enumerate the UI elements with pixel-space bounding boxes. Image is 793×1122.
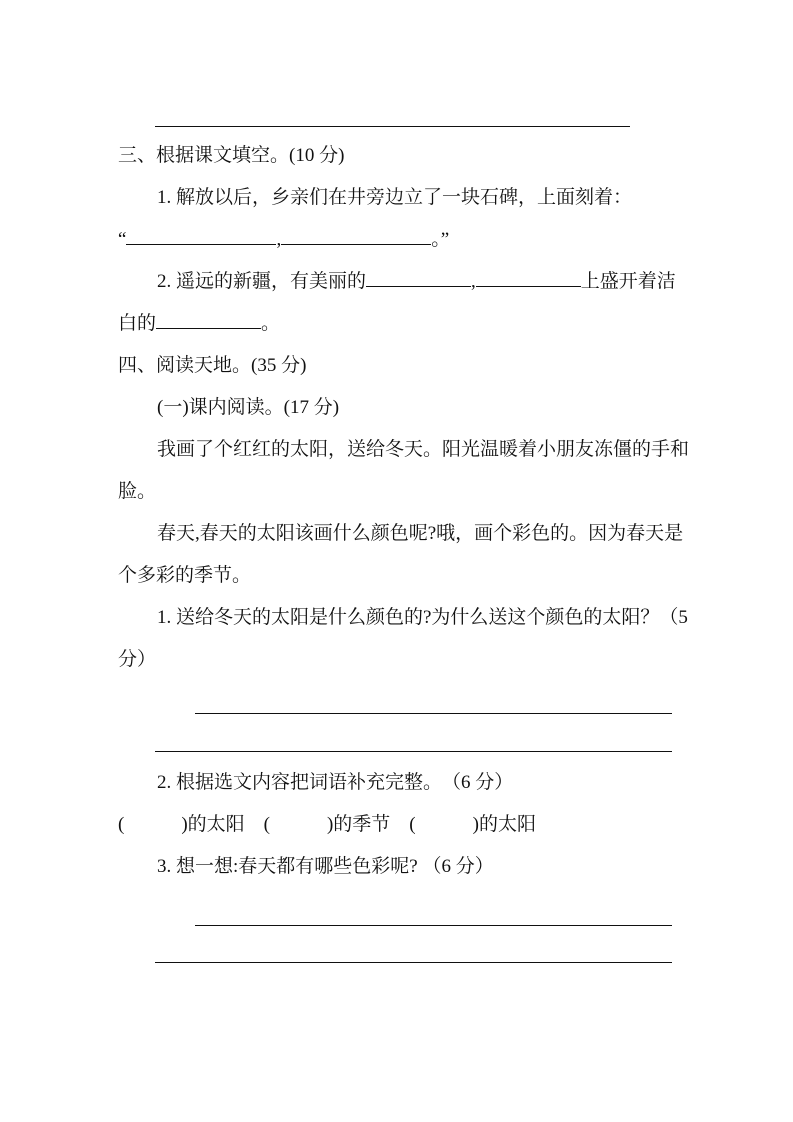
fill-blank xyxy=(281,240,431,245)
answer-line xyxy=(155,962,672,963)
fill-blank xyxy=(126,240,276,245)
answer-line xyxy=(195,713,672,714)
q2-period: 。 xyxy=(261,313,281,334)
answer-line xyxy=(195,925,672,926)
passage-paragraph2-line1: 春天,春天的太阳该画什么颜色呢?哦，画个彩色的。因为春天是 xyxy=(157,523,684,544)
answer-line xyxy=(155,751,672,752)
section-four-heading: 四、阅读天地。(35 分) xyxy=(118,355,307,376)
fill-blank xyxy=(366,282,471,287)
section-three-q1-prompt: 1. 解放以后，乡亲们在井旁边立了一块石碑，上面刻着： xyxy=(157,187,633,208)
section-three-q1-blank-row xyxy=(118,219,675,261)
q2-separator: , xyxy=(471,271,476,292)
q2-text-a: 2. 遥远的新疆，有美丽的 xyxy=(157,271,367,292)
top-answer-line xyxy=(155,126,630,127)
open-quote: “ xyxy=(118,229,127,250)
section-four-subheading: (一)课内阅读。(17 分) xyxy=(157,397,340,418)
section-three-q2-row2 xyxy=(118,303,675,345)
passage-paragraph2-line2: 个多彩的季节。 xyxy=(118,565,252,586)
section-four-q1-line1: 1. 送给冬天的太阳是什么颜色的?为什么送这个颜色的太阳？（5 xyxy=(157,607,688,628)
blank-separator: , xyxy=(276,229,282,250)
section-four-q3-prompt: 3. 想一想:春天都有哪些色彩呢? （6 分） xyxy=(157,856,494,877)
q2-text-b: 上盛开着洁 xyxy=(580,271,676,292)
section-four-q1-line2: 分） xyxy=(118,649,157,670)
section-four-q2-blanks: ( )的太阳 ( )的季节 ( )的太阳 xyxy=(118,814,536,835)
passage-paragraph1-line1: 我画了个红红的太阳，送给冬天。阳光温暖着小朋友冻僵的手和 xyxy=(157,439,690,460)
fill-blank xyxy=(476,282,581,287)
section-four-q2-prompt: 2. 根据选文内容把词语补充完整。 （6 分） xyxy=(157,772,514,793)
q2-text-c: 白的 xyxy=(118,313,157,334)
fill-blank xyxy=(156,324,261,329)
close-quote: 。” xyxy=(431,229,450,250)
passage-paragraph1-line2: 脸。 xyxy=(118,481,157,502)
section-three-q2-row1 xyxy=(118,261,675,303)
section-three-heading: 三、根据课文填空。(10 分) xyxy=(118,145,345,166)
